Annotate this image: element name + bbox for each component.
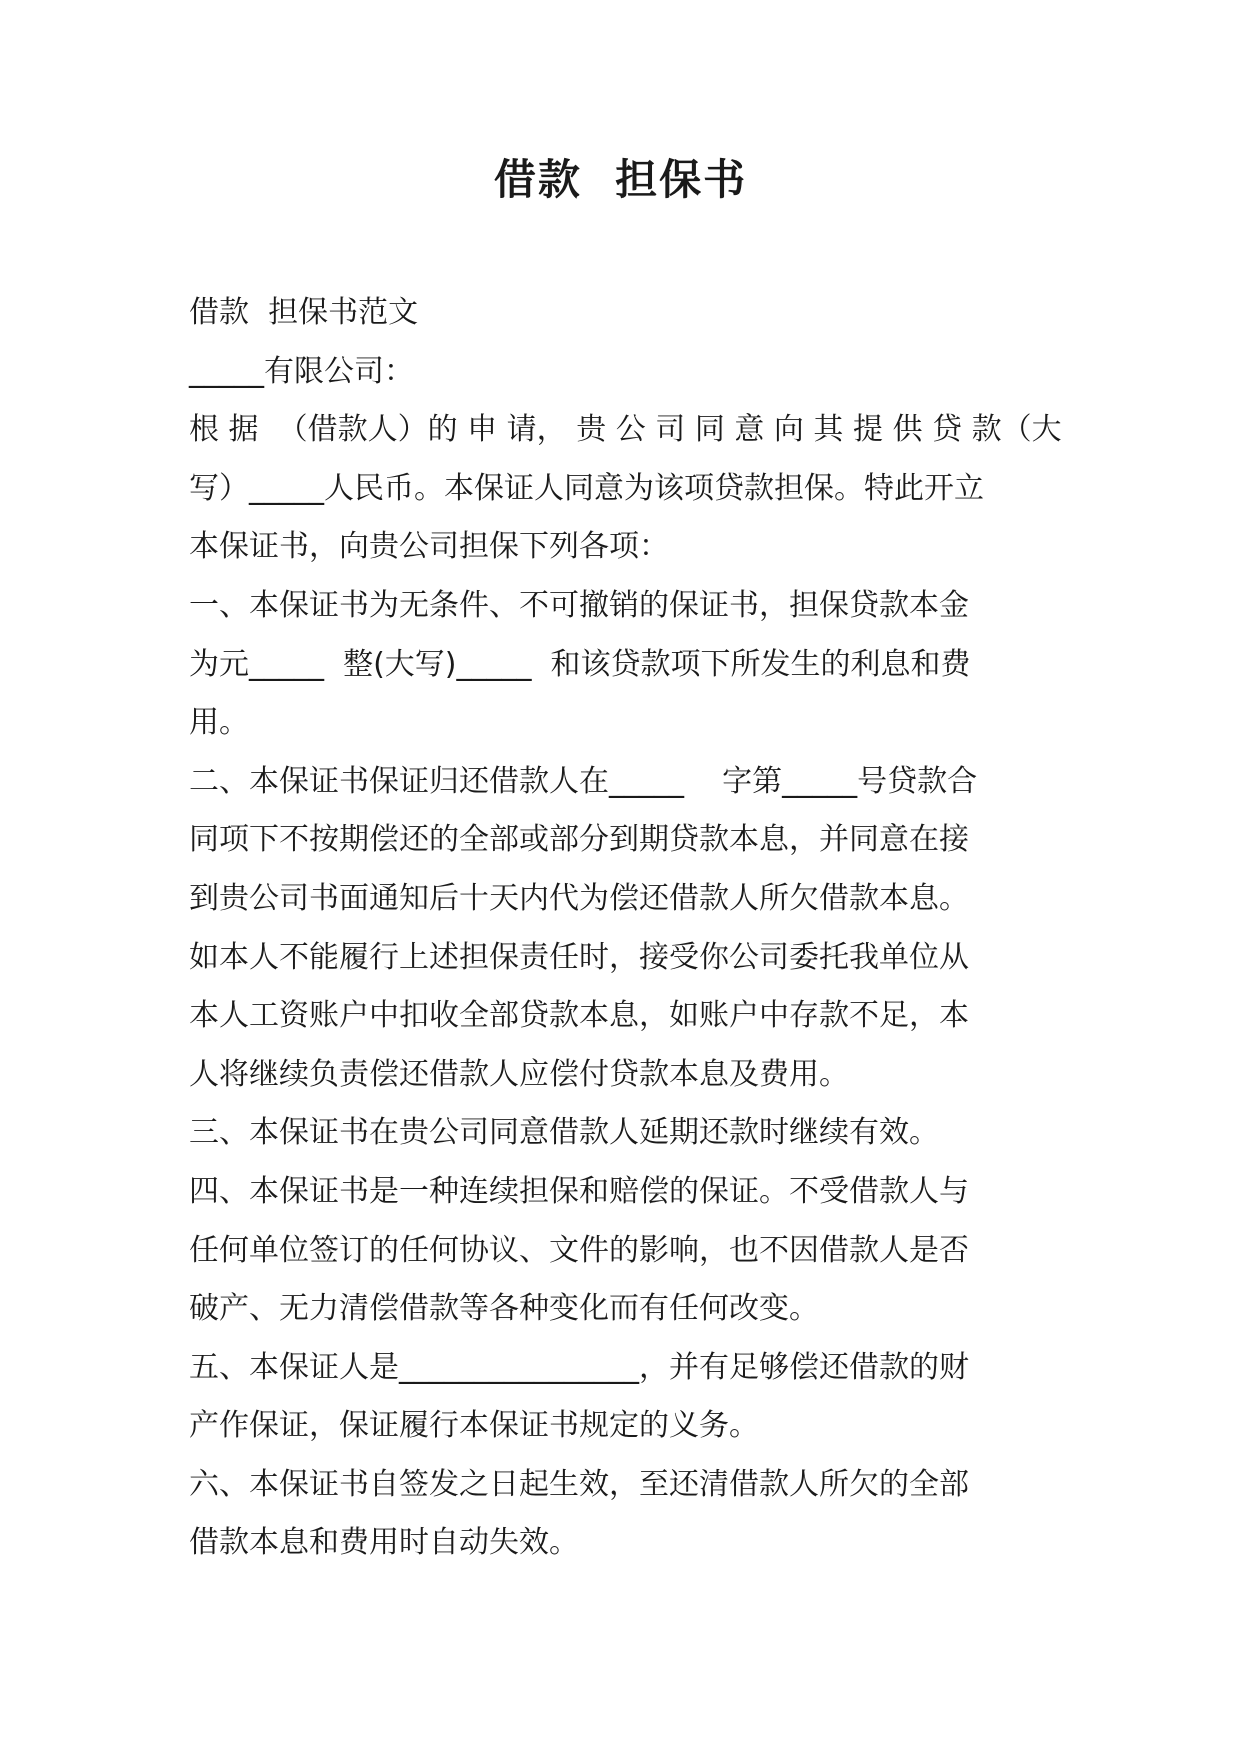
body-line: 用。 xyxy=(189,705,249,741)
body-line: 三、本保证书在贵公司同意借款人延期还款时继续有效。 xyxy=(189,1115,939,1151)
body-line: 四、本保证书是一种连续担保和赔偿的保证。不受借款人与 xyxy=(189,1173,969,1209)
body-line: 写）_____人民币。本保证人同意为该项贷款担保。特此开立 xyxy=(189,470,984,506)
body-line: 任何单位签订的任何协议、文件的影响，也不因借款人是否 xyxy=(189,1232,969,1268)
body-line: 六、本保证书自签发之日起生效，至还清借款人所欠的全部 xyxy=(189,1466,969,1502)
body-line: 产作保证，保证履行本保证书规定的义务。 xyxy=(189,1408,759,1444)
body-line: 五、本保证人是________________，并有足够偿还借款的财 xyxy=(189,1349,969,1385)
body-line: 人将继续负责偿还借款人应偿付贷款本息及费用。 xyxy=(189,1056,849,1092)
body-line: 根 据 （借款人）的 申 请， 贵 公 司 同 意 向 其 提 供 贷 款（大 xyxy=(189,412,1062,448)
body-line: 同项下不按期偿还的全部或部分到期贷款本息，并同意在接 xyxy=(189,822,969,858)
body-line: 为元_____ 整(大写)_____ 和该贷款项下所发生的利息和费 xyxy=(189,646,971,682)
body-line: 到贵公司书面通知后十天内代为偿还借款人所欠借款本息。 xyxy=(189,880,969,916)
body-line: 借款 担保书范文 xyxy=(189,295,419,330)
body-line: 如本人不能履行上述担保责任时，接受你公司委托我单位从 xyxy=(189,939,969,975)
body-line: 本保证书，向贵公司担保下列各项： xyxy=(189,529,669,565)
document-body xyxy=(189,284,1069,1573)
body-line: 借款本息和费用时自动失效。 xyxy=(189,1525,579,1561)
body-line: _____有限公司： xyxy=(189,353,414,389)
body-line: 二、本保证书保证归还借款人在_____ 字第_____号贷款合 xyxy=(189,763,978,799)
body-line: 破产、无力清偿借款等各种变化而有任何改变。 xyxy=(189,1291,819,1327)
body-line: 本人工资账户中扣收全部贷款本息，如账户中存款不足，本 xyxy=(189,998,969,1034)
document-title: 借款 担保书 xyxy=(493,155,748,204)
body-line: 一、本保证书为无条件、不可撤销的保证书，担保贷款本金 xyxy=(189,587,969,623)
